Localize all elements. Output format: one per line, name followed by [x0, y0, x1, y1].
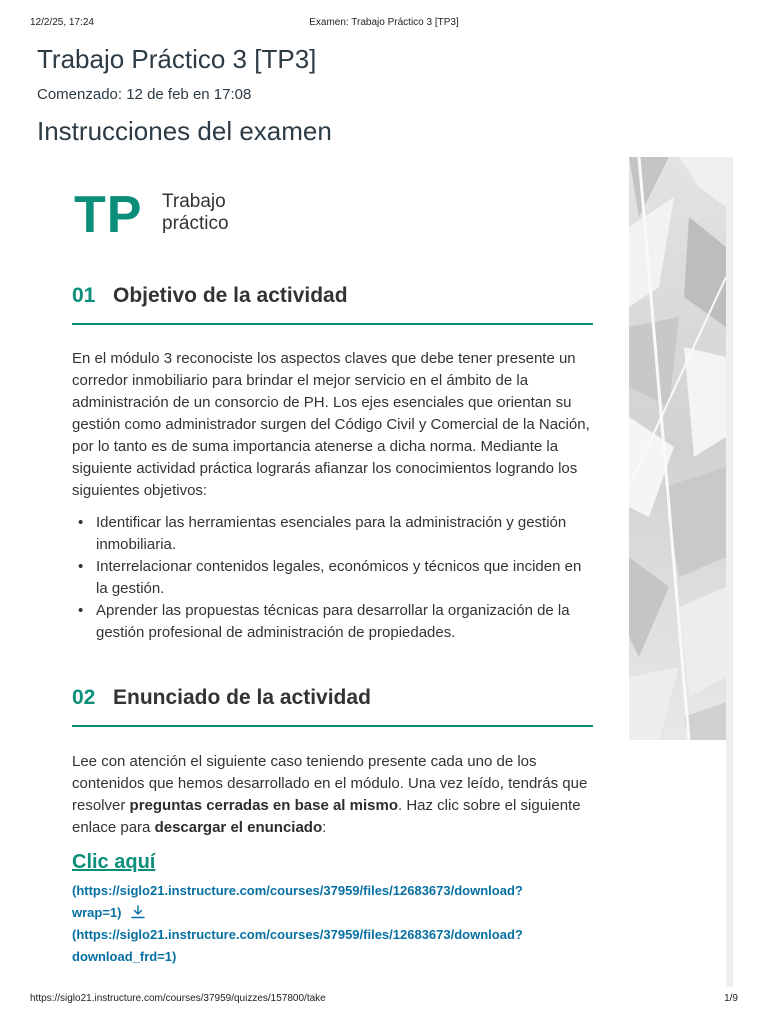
url-text[interactable]: download_frd=1)	[72, 949, 177, 964]
url-text[interactable]: wrap=1)	[72, 902, 592, 926]
tp-word-2: práctico	[162, 213, 229, 234]
section-01-heading	[72, 276, 593, 316]
download-frd-url-link[interactable]	[72, 924, 592, 968]
print-date: 12/2/25, 17:24	[30, 17, 94, 28]
print-footer	[30, 993, 738, 1007]
instructions-heading: Instrucciones del examen	[37, 116, 332, 146]
tp-word-1: Trabajo	[162, 191, 226, 212]
download-url-link[interactable]	[72, 880, 592, 926]
print-title: Examen: Trabajo Práctico 3 [TP3]	[309, 17, 459, 28]
section-02-heading	[72, 678, 593, 718]
statement-text: Lee con atención el siguiente caso teniendo presente cada uno de los contenidos que hemos desarrollado en el módulo. Una vez leído, tendrás que resolver	[72, 753, 588, 814]
section-divider	[72, 725, 593, 727]
statement-emphasis: preguntas cerradas en base al mismo	[129, 797, 398, 814]
statement-text: . Haz clic sobre el siguiente enlace para	[72, 797, 581, 836]
objective-paragraph: En el módulo 3 reconociste los aspectos claves que debe tener presente un corredor inmobiliario para brindar el mejor servicio en el ámbito de la administración de un consorcio de PH. Los ejes esenciales que orientan su gestión como administrador surgen del Código Civil y Comercial de la Nación, por lo tanto es de suma importancia atenerse a dicha norma. Mediante la siguiente actividad práctica lograrás afianzar los conocimientos logrando los siguientes objetivos:	[72, 350, 590, 499]
url-text[interactable]: (https://siglo21.instructure.com/courses/37959/files/12683673/download?	[72, 883, 523, 898]
statement-paragraph	[72, 751, 596, 839]
list-item: • Aprender las propuestas técnicas para desarrollar la organización de la gestión profesional de administración de propiedades.	[72, 600, 596, 644]
page-title: Trabajo Práctico 3 [TP3]	[37, 44, 317, 74]
download-icon[interactable]	[130, 904, 146, 926]
section-title: Objetivo de la actividad	[113, 284, 348, 307]
list-item: • Identificar las herramientas esenciales para la administración y gestión inmobiliaria.	[72, 512, 596, 556]
decorative-image	[629, 157, 726, 740]
print-url: https://siglo21.instructure.com/courses/37959/quizzes/157800/take	[30, 993, 326, 1004]
tp-words	[162, 191, 282, 235]
tp-letters: TP	[74, 186, 143, 244]
section-title: Enunciado de la actividad	[113, 686, 371, 709]
started-timestamp: Comenzado: 12 de feb en 17:08	[37, 86, 252, 103]
url-text[interactable]: (https://siglo21.instructure.com/courses/37959/files/12683673/download?	[72, 927, 523, 942]
section-number: 02	[72, 686, 96, 709]
download-link[interactable]: Clic aquí	[72, 851, 156, 873]
list-item: • Interrelacionar contenidos legales, económicos y técnicos que inciden en la gestión.	[72, 556, 596, 600]
section-number: 01	[72, 284, 96, 307]
statement-text: :	[322, 819, 327, 836]
page-counter: 1/9	[724, 993, 738, 1004]
scrollbar-track[interactable]	[726, 157, 733, 987]
section-divider	[72, 323, 593, 325]
print-header	[30, 17, 738, 31]
objectives-list	[72, 512, 596, 644]
statement-emphasis: descargar el enunciado	[154, 819, 323, 836]
